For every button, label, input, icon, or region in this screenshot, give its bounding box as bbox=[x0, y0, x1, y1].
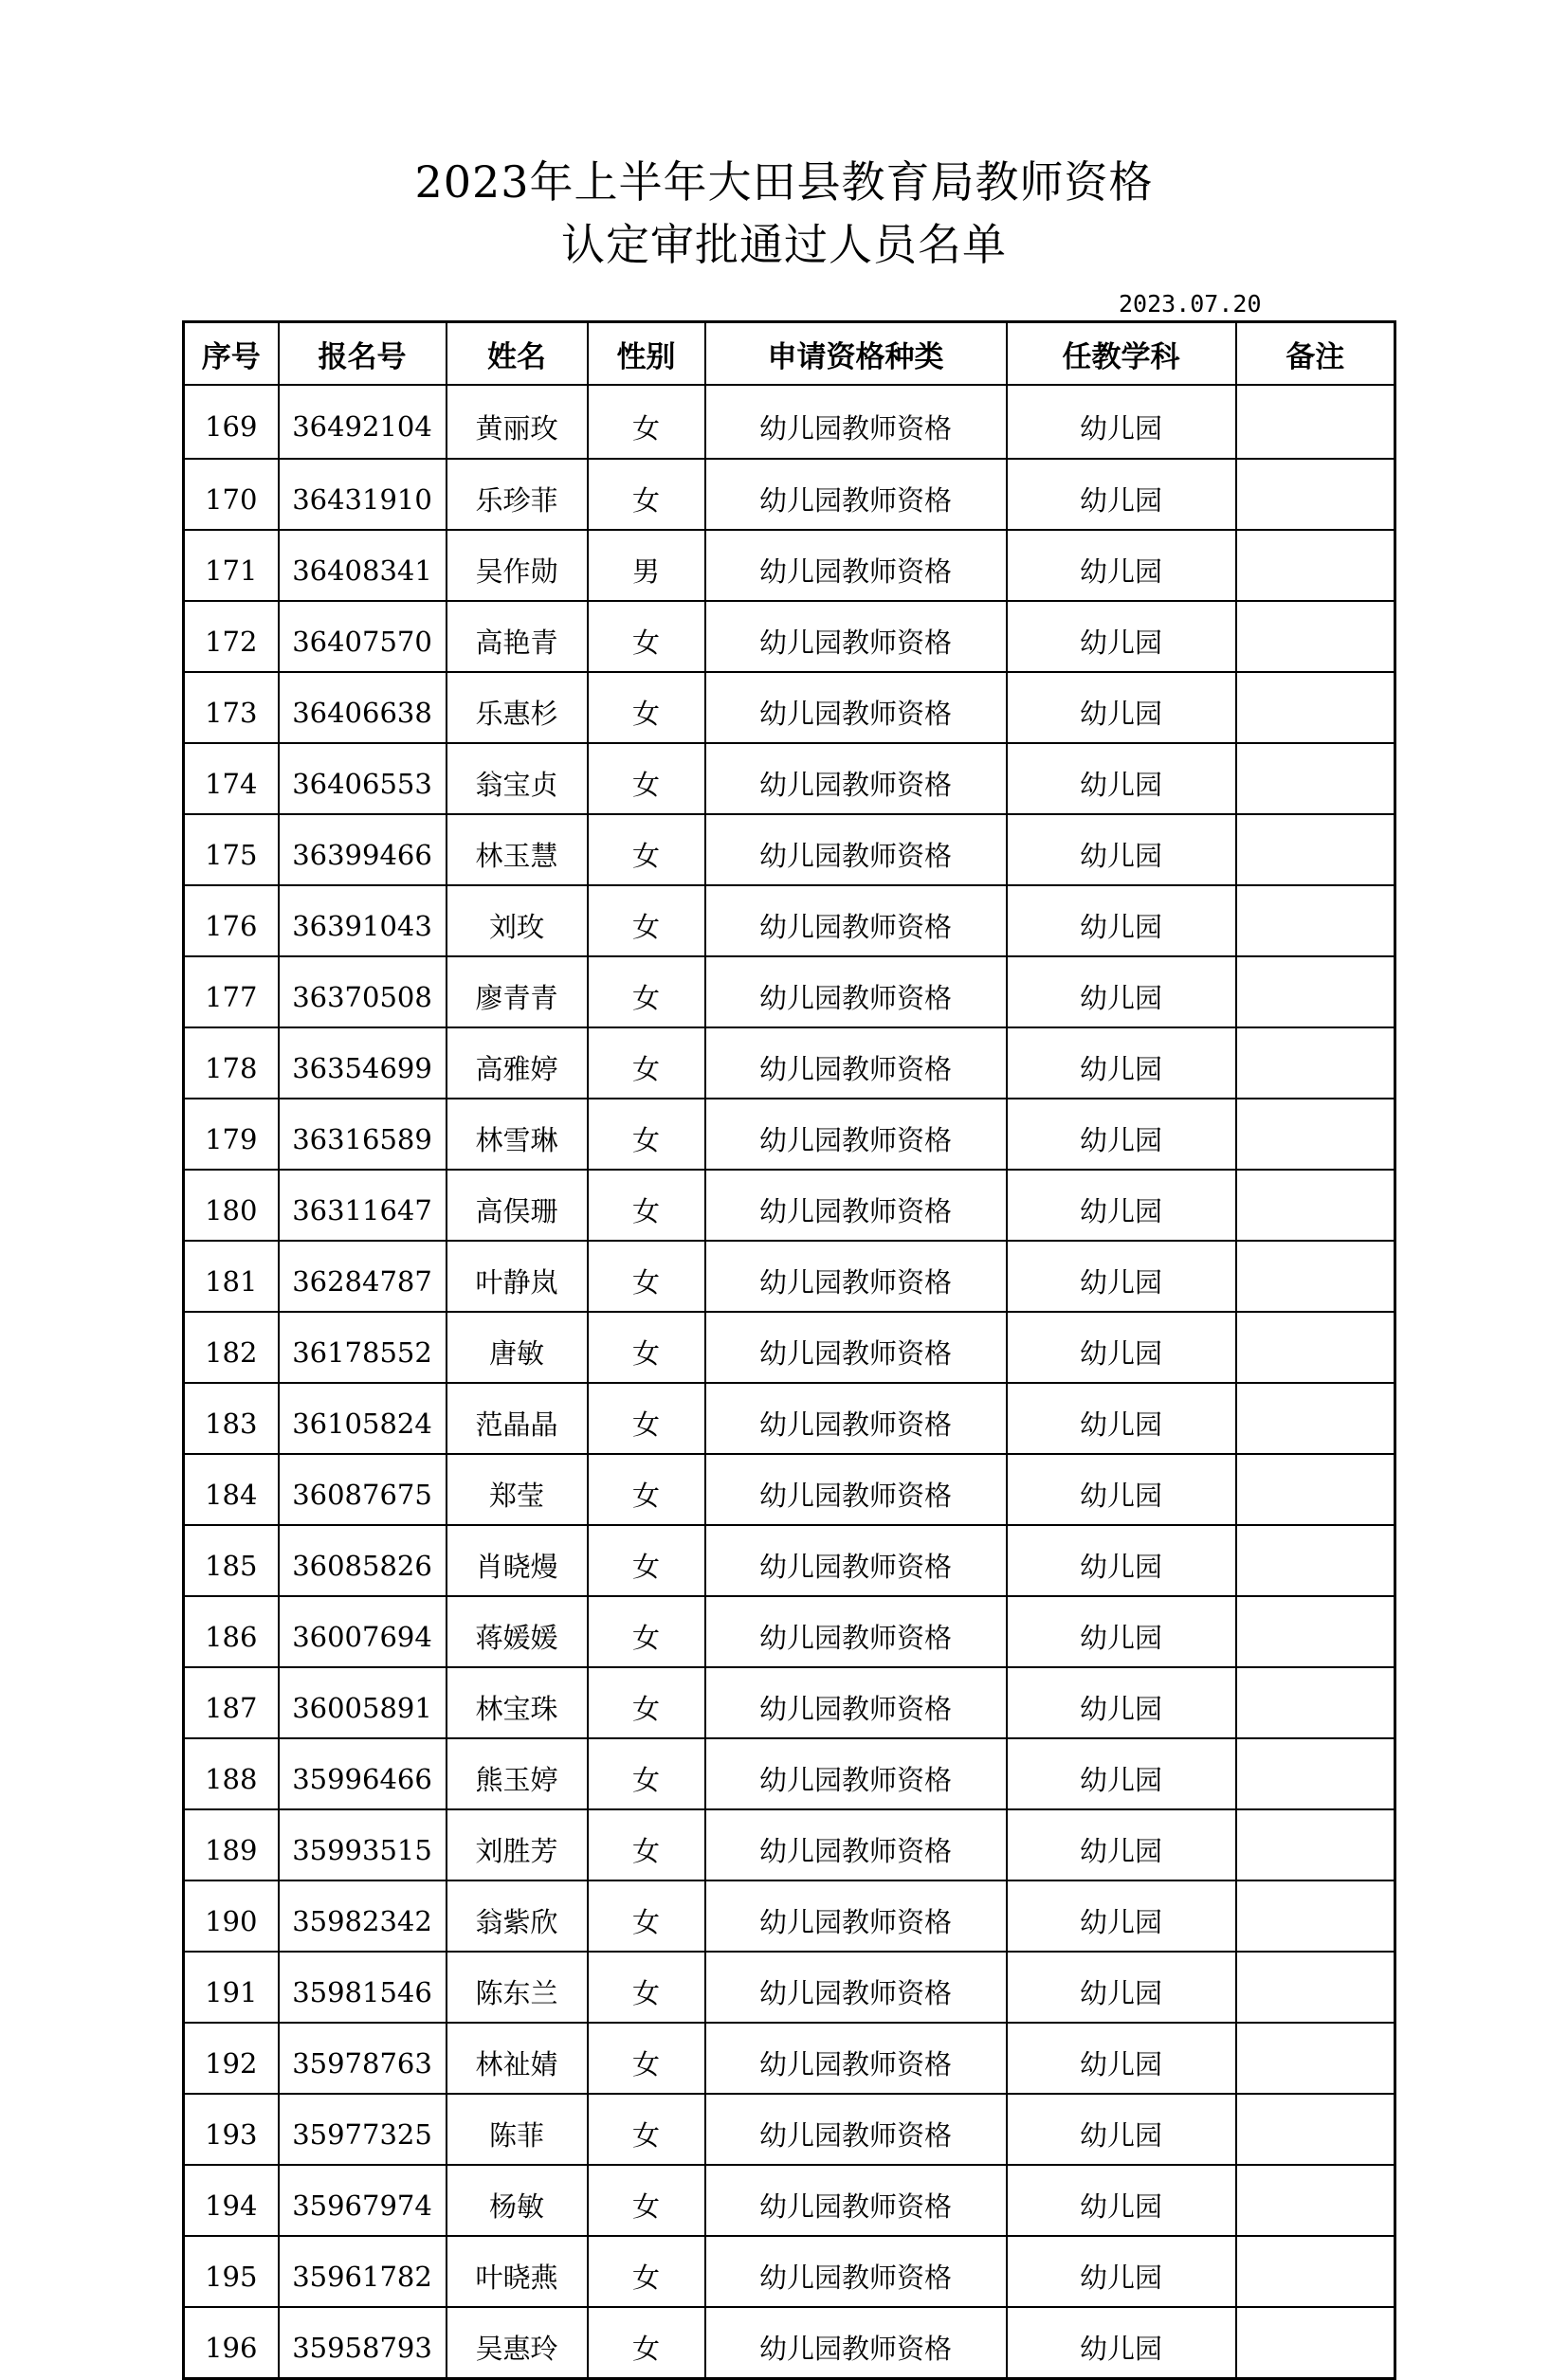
cell-teaching-subject: 幼儿园 bbox=[1007, 1952, 1236, 2023]
cell-qualification-type: 幼儿园教师资格 bbox=[705, 1880, 1007, 1952]
table-row bbox=[184, 1454, 1395, 1525]
cell-registration-number: 35982342 bbox=[279, 1880, 447, 1952]
cell-teaching-subject: 幼儿园 bbox=[1007, 814, 1236, 885]
cell-name: 叶静岚 bbox=[447, 1241, 588, 1312]
cell-qualification-type: 幼儿园教师资格 bbox=[705, 601, 1007, 672]
table-row bbox=[184, 1383, 1395, 1454]
cell-teaching-subject: 幼儿园 bbox=[1007, 1027, 1236, 1099]
cell-teaching-subject: 幼儿园 bbox=[1007, 1099, 1236, 1170]
cell-remarks bbox=[1236, 672, 1395, 743]
cell-gender: 女 bbox=[588, 1170, 705, 1241]
cell-qualification-type: 幼儿园教师资格 bbox=[705, 1241, 1007, 1312]
table-row bbox=[184, 1027, 1395, 1099]
cell-remarks bbox=[1236, 1027, 1395, 1099]
cell-qualification-type: 幼儿园教师资格 bbox=[705, 1312, 1007, 1383]
table-row bbox=[184, 2094, 1395, 2165]
cell-teaching-subject: 幼儿园 bbox=[1007, 956, 1236, 1027]
cell-serial-number: 173 bbox=[184, 672, 279, 743]
cell-gender: 女 bbox=[588, 2307, 705, 2379]
cell-serial-number: 179 bbox=[184, 1099, 279, 1170]
cell-name: 蒋媛媛 bbox=[447, 1596, 588, 1667]
cell-name: 林祉婧 bbox=[447, 2023, 588, 2094]
cell-qualification-type: 幼儿园教师资格 bbox=[705, 1383, 1007, 1454]
table-row bbox=[184, 601, 1395, 672]
cell-qualification-type: 幼儿园教师资格 bbox=[705, 1170, 1007, 1241]
cell-gender: 女 bbox=[588, 1738, 705, 1809]
cell-serial-number: 177 bbox=[184, 956, 279, 1027]
table-row bbox=[184, 885, 1395, 956]
cell-gender: 女 bbox=[588, 956, 705, 1027]
cell-qualification-type: 幼儿园教师资格 bbox=[705, 2307, 1007, 2379]
cell-qualification-type: 幼儿园教师资格 bbox=[705, 672, 1007, 743]
table-row bbox=[184, 1596, 1395, 1667]
header-teaching-subject: 任教学科 bbox=[1007, 322, 1236, 386]
cell-qualification-type: 幼儿园教师资格 bbox=[705, 2023, 1007, 2094]
cell-gender: 女 bbox=[588, 1525, 705, 1596]
cell-qualification-type: 幼儿园教师资格 bbox=[705, 743, 1007, 814]
cell-teaching-subject: 幼儿园 bbox=[1007, 2236, 1236, 2307]
cell-gender: 女 bbox=[588, 1241, 705, 1312]
cell-name: 乐珍菲 bbox=[447, 459, 588, 530]
cell-teaching-subject: 幼儿园 bbox=[1007, 1241, 1236, 1312]
table-row bbox=[184, 1738, 1395, 1809]
cell-remarks bbox=[1236, 2236, 1395, 2307]
cell-registration-number: 36105824 bbox=[279, 1383, 447, 1454]
table-row bbox=[184, 2023, 1395, 2094]
cell-registration-number: 36407570 bbox=[279, 601, 447, 672]
cell-remarks bbox=[1236, 530, 1395, 601]
cell-serial-number: 171 bbox=[184, 530, 279, 601]
cell-remarks bbox=[1236, 1880, 1395, 1952]
cell-registration-number: 36178552 bbox=[279, 1312, 447, 1383]
cell-serial-number: 193 bbox=[184, 2094, 279, 2165]
cell-gender: 女 bbox=[588, 1383, 705, 1454]
cell-gender: 男 bbox=[588, 530, 705, 601]
cell-remarks bbox=[1236, 885, 1395, 956]
cell-remarks bbox=[1236, 814, 1395, 885]
header-name: 姓名 bbox=[447, 322, 588, 386]
cell-name: 范晶晶 bbox=[447, 1383, 588, 1454]
cell-registration-number: 36007694 bbox=[279, 1596, 447, 1667]
cell-remarks bbox=[1236, 1170, 1395, 1241]
cell-qualification-type: 幼儿园教师资格 bbox=[705, 1809, 1007, 1880]
cell-serial-number: 195 bbox=[184, 2236, 279, 2307]
cell-remarks bbox=[1236, 2307, 1395, 2379]
cell-qualification-type: 幼儿园教师资格 bbox=[705, 1667, 1007, 1738]
cell-teaching-subject: 幼儿园 bbox=[1007, 1525, 1236, 1596]
cell-qualification-type: 幼儿园教师资格 bbox=[705, 385, 1007, 459]
cell-remarks bbox=[1236, 1099, 1395, 1170]
header-registration-number: 报名号 bbox=[279, 322, 447, 386]
table-row bbox=[184, 1525, 1395, 1596]
cell-remarks bbox=[1236, 459, 1395, 530]
cell-qualification-type: 幼儿园教师资格 bbox=[705, 2094, 1007, 2165]
table-row bbox=[184, 1170, 1395, 1241]
cell-name: 林玉慧 bbox=[447, 814, 588, 885]
cell-serial-number: 185 bbox=[184, 1525, 279, 1596]
cell-name: 林宝珠 bbox=[447, 1667, 588, 1738]
cell-remarks bbox=[1236, 601, 1395, 672]
cell-remarks bbox=[1236, 1667, 1395, 1738]
cell-name: 唐敏 bbox=[447, 1312, 588, 1383]
table-row bbox=[184, 385, 1395, 459]
cell-gender: 女 bbox=[588, 459, 705, 530]
cell-registration-number: 35996466 bbox=[279, 1738, 447, 1809]
cell-qualification-type: 幼儿园教师资格 bbox=[705, 885, 1007, 956]
cell-serial-number: 196 bbox=[184, 2307, 279, 2379]
table-row bbox=[184, 1099, 1395, 1170]
cell-name: 黄丽玫 bbox=[447, 385, 588, 459]
cell-registration-number: 35978763 bbox=[279, 2023, 447, 2094]
cell-qualification-type: 幼儿园教师资格 bbox=[705, 1027, 1007, 1099]
cell-remarks bbox=[1236, 2023, 1395, 2094]
cell-qualification-type: 幼儿园教师资格 bbox=[705, 1596, 1007, 1667]
cell-name: 肖晓熳 bbox=[447, 1525, 588, 1596]
table-row bbox=[184, 1241, 1395, 1312]
cell-registration-number: 36316589 bbox=[279, 1099, 447, 1170]
cell-gender: 女 bbox=[588, 672, 705, 743]
cell-gender: 女 bbox=[588, 1312, 705, 1383]
cell-remarks bbox=[1236, 1525, 1395, 1596]
cell-teaching-subject: 幼儿园 bbox=[1007, 601, 1236, 672]
cell-remarks bbox=[1236, 956, 1395, 1027]
cell-registration-number: 36284787 bbox=[279, 1241, 447, 1312]
table-row bbox=[184, 1952, 1395, 2023]
cell-qualification-type: 幼儿园教师资格 bbox=[705, 956, 1007, 1027]
cell-remarks bbox=[1236, 385, 1395, 459]
cell-gender: 女 bbox=[588, 2094, 705, 2165]
cell-teaching-subject: 幼儿园 bbox=[1007, 459, 1236, 530]
header-qualification-type: 申请资格种类 bbox=[705, 322, 1007, 386]
cell-name: 刘胜芳 bbox=[447, 1809, 588, 1880]
document-title-line-1: 2023年上半年大田县教育局教师资格 bbox=[414, 156, 1154, 208]
cell-serial-number: 174 bbox=[184, 743, 279, 814]
cell-name: 吴惠玲 bbox=[447, 2307, 588, 2379]
cell-registration-number: 36406553 bbox=[279, 743, 447, 814]
document-title-line-2: 认定审批通过人员名单 bbox=[561, 219, 1007, 270]
cell-registration-number: 36085826 bbox=[279, 1525, 447, 1596]
cell-registration-number: 36311647 bbox=[279, 1170, 447, 1241]
cell-qualification-type: 幼儿园教师资格 bbox=[705, 1525, 1007, 1596]
cell-name: 高雅婷 bbox=[447, 1027, 588, 1099]
cell-registration-number: 36370508 bbox=[279, 956, 447, 1027]
cell-serial-number: 184 bbox=[184, 1454, 279, 1525]
cell-registration-number: 35993515 bbox=[279, 1809, 447, 1880]
cell-remarks bbox=[1236, 1454, 1395, 1525]
cell-registration-number: 36005891 bbox=[279, 1667, 447, 1738]
cell-qualification-type: 幼儿园教师资格 bbox=[705, 2236, 1007, 2307]
cell-teaching-subject: 幼儿园 bbox=[1007, 885, 1236, 956]
cell-registration-number: 35977325 bbox=[279, 2094, 447, 2165]
cell-name: 廖青青 bbox=[447, 956, 588, 1027]
cell-name: 郑莹 bbox=[447, 1454, 588, 1525]
table-body bbox=[184, 385, 1395, 2379]
cell-registration-number: 36408341 bbox=[279, 530, 447, 601]
table-row bbox=[184, 1809, 1395, 1880]
cell-qualification-type: 幼儿园教师资格 bbox=[705, 814, 1007, 885]
table-row bbox=[184, 1880, 1395, 1952]
cell-teaching-subject: 幼儿园 bbox=[1007, 530, 1236, 601]
cell-serial-number: 189 bbox=[184, 1809, 279, 1880]
cell-registration-number: 35958793 bbox=[279, 2307, 447, 2379]
cell-teaching-subject: 幼儿园 bbox=[1007, 1738, 1236, 1809]
cell-serial-number: 175 bbox=[184, 814, 279, 885]
cell-gender: 女 bbox=[588, 601, 705, 672]
cell-gender: 女 bbox=[588, 1454, 705, 1525]
cell-registration-number: 36431910 bbox=[279, 459, 447, 530]
cell-name: 林雪琳 bbox=[447, 1099, 588, 1170]
cell-name: 翁紫欣 bbox=[447, 1880, 588, 1952]
cell-gender: 女 bbox=[588, 2236, 705, 2307]
cell-name: 陈菲 bbox=[447, 2094, 588, 2165]
cell-registration-number: 36087675 bbox=[279, 1454, 447, 1525]
cell-gender: 女 bbox=[588, 885, 705, 956]
cell-serial-number: 183 bbox=[184, 1383, 279, 1454]
cell-serial-number: 192 bbox=[184, 2023, 279, 2094]
cell-gender: 女 bbox=[588, 1596, 705, 1667]
cell-remarks bbox=[1236, 743, 1395, 814]
table-row bbox=[184, 459, 1395, 530]
cell-name: 吴作勋 bbox=[447, 530, 588, 601]
document-date: 2023.07.20 bbox=[1119, 290, 1262, 318]
cell-gender: 女 bbox=[588, 1667, 705, 1738]
cell-teaching-subject: 幼儿园 bbox=[1007, 1383, 1236, 1454]
cell-serial-number: 180 bbox=[184, 1170, 279, 1241]
table-row bbox=[184, 2165, 1395, 2236]
cell-serial-number: 176 bbox=[184, 885, 279, 956]
cell-qualification-type: 幼儿园教师资格 bbox=[705, 1099, 1007, 1170]
cell-gender: 女 bbox=[588, 743, 705, 814]
table-row bbox=[184, 956, 1395, 1027]
cell-name: 高俣珊 bbox=[447, 1170, 588, 1241]
cell-name: 翁宝贞 bbox=[447, 743, 588, 814]
cell-qualification-type: 幼儿园教师资格 bbox=[705, 1454, 1007, 1525]
cell-qualification-type: 幼儿园教师资格 bbox=[705, 459, 1007, 530]
cell-remarks bbox=[1236, 1241, 1395, 1312]
cell-teaching-subject: 幼儿园 bbox=[1007, 2307, 1236, 2379]
cell-serial-number: 191 bbox=[184, 1952, 279, 2023]
cell-teaching-subject: 幼儿园 bbox=[1007, 1454, 1236, 1525]
cell-serial-number: 169 bbox=[184, 385, 279, 459]
table-row bbox=[184, 1667, 1395, 1738]
cell-teaching-subject: 幼儿园 bbox=[1007, 1596, 1236, 1667]
table-row bbox=[184, 814, 1395, 885]
cell-remarks bbox=[1236, 1952, 1395, 2023]
cell-qualification-type: 幼儿园教师资格 bbox=[705, 530, 1007, 601]
cell-remarks bbox=[1236, 1809, 1395, 1880]
cell-name: 高艳青 bbox=[447, 601, 588, 672]
cell-remarks bbox=[1236, 1312, 1395, 1383]
cell-remarks bbox=[1236, 2165, 1395, 2236]
cell-teaching-subject: 幼儿园 bbox=[1007, 2094, 1236, 2165]
header-gender: 性别 bbox=[588, 322, 705, 386]
cell-name: 乐惠杉 bbox=[447, 672, 588, 743]
cell-qualification-type: 幼儿园教师资格 bbox=[705, 1738, 1007, 1809]
cell-registration-number: 36354699 bbox=[279, 1027, 447, 1099]
cell-serial-number: 194 bbox=[184, 2165, 279, 2236]
approved-teachers-table bbox=[182, 320, 1396, 2380]
cell-name: 叶晓燕 bbox=[447, 2236, 588, 2307]
cell-serial-number: 190 bbox=[184, 1880, 279, 1952]
cell-teaching-subject: 幼儿园 bbox=[1007, 1809, 1236, 1880]
cell-gender: 女 bbox=[588, 814, 705, 885]
cell-teaching-subject: 幼儿园 bbox=[1007, 1170, 1236, 1241]
cell-gender: 女 bbox=[588, 385, 705, 459]
cell-remarks bbox=[1236, 2094, 1395, 2165]
cell-serial-number: 181 bbox=[184, 1241, 279, 1312]
cell-registration-number: 35961782 bbox=[279, 2236, 447, 2307]
cell-gender: 女 bbox=[588, 1809, 705, 1880]
table-header-row bbox=[184, 322, 1395, 386]
cell-remarks bbox=[1236, 1383, 1395, 1454]
header-serial-number: 序号 bbox=[184, 322, 279, 386]
cell-registration-number: 35967974 bbox=[279, 2165, 447, 2236]
cell-name: 陈东兰 bbox=[447, 1952, 588, 2023]
cell-teaching-subject: 幼儿园 bbox=[1007, 2023, 1236, 2094]
cell-gender: 女 bbox=[588, 1880, 705, 1952]
cell-serial-number: 170 bbox=[184, 459, 279, 530]
cell-registration-number: 36391043 bbox=[279, 885, 447, 956]
cell-serial-number: 188 bbox=[184, 1738, 279, 1809]
cell-teaching-subject: 幼儿园 bbox=[1007, 672, 1236, 743]
cell-gender: 女 bbox=[588, 2023, 705, 2094]
cell-teaching-subject: 幼儿园 bbox=[1007, 1880, 1236, 1952]
cell-serial-number: 178 bbox=[184, 1027, 279, 1099]
cell-registration-number: 36492104 bbox=[279, 385, 447, 459]
cell-serial-number: 172 bbox=[184, 601, 279, 672]
cell-qualification-type: 幼儿园教师资格 bbox=[705, 1952, 1007, 2023]
cell-name: 熊玉婷 bbox=[447, 1738, 588, 1809]
cell-serial-number: 186 bbox=[184, 1596, 279, 1667]
cell-teaching-subject: 幼儿园 bbox=[1007, 1312, 1236, 1383]
table-row bbox=[184, 1312, 1395, 1383]
cell-registration-number: 36399466 bbox=[279, 814, 447, 885]
cell-remarks bbox=[1236, 1738, 1395, 1809]
cell-teaching-subject: 幼儿园 bbox=[1007, 2165, 1236, 2236]
table-row bbox=[184, 530, 1395, 601]
cell-gender: 女 bbox=[588, 1027, 705, 1099]
table-row bbox=[184, 743, 1395, 814]
table-row bbox=[184, 2236, 1395, 2307]
cell-gender: 女 bbox=[588, 1099, 705, 1170]
cell-name: 刘玫 bbox=[447, 885, 588, 956]
cell-serial-number: 187 bbox=[184, 1667, 279, 1738]
cell-name: 杨敏 bbox=[447, 2165, 588, 2236]
cell-gender: 女 bbox=[588, 2165, 705, 2236]
cell-remarks bbox=[1236, 1596, 1395, 1667]
cell-gender: 女 bbox=[588, 1952, 705, 2023]
cell-registration-number: 36406638 bbox=[279, 672, 447, 743]
cell-teaching-subject: 幼儿园 bbox=[1007, 385, 1236, 459]
header-remarks: 备注 bbox=[1236, 322, 1395, 386]
table-row bbox=[184, 672, 1395, 743]
cell-registration-number: 35981546 bbox=[279, 1952, 447, 2023]
cell-qualification-type: 幼儿园教师资格 bbox=[705, 2165, 1007, 2236]
cell-teaching-subject: 幼儿园 bbox=[1007, 1667, 1236, 1738]
table-row bbox=[184, 2307, 1395, 2379]
cell-serial-number: 182 bbox=[184, 1312, 279, 1383]
cell-teaching-subject: 幼儿园 bbox=[1007, 743, 1236, 814]
